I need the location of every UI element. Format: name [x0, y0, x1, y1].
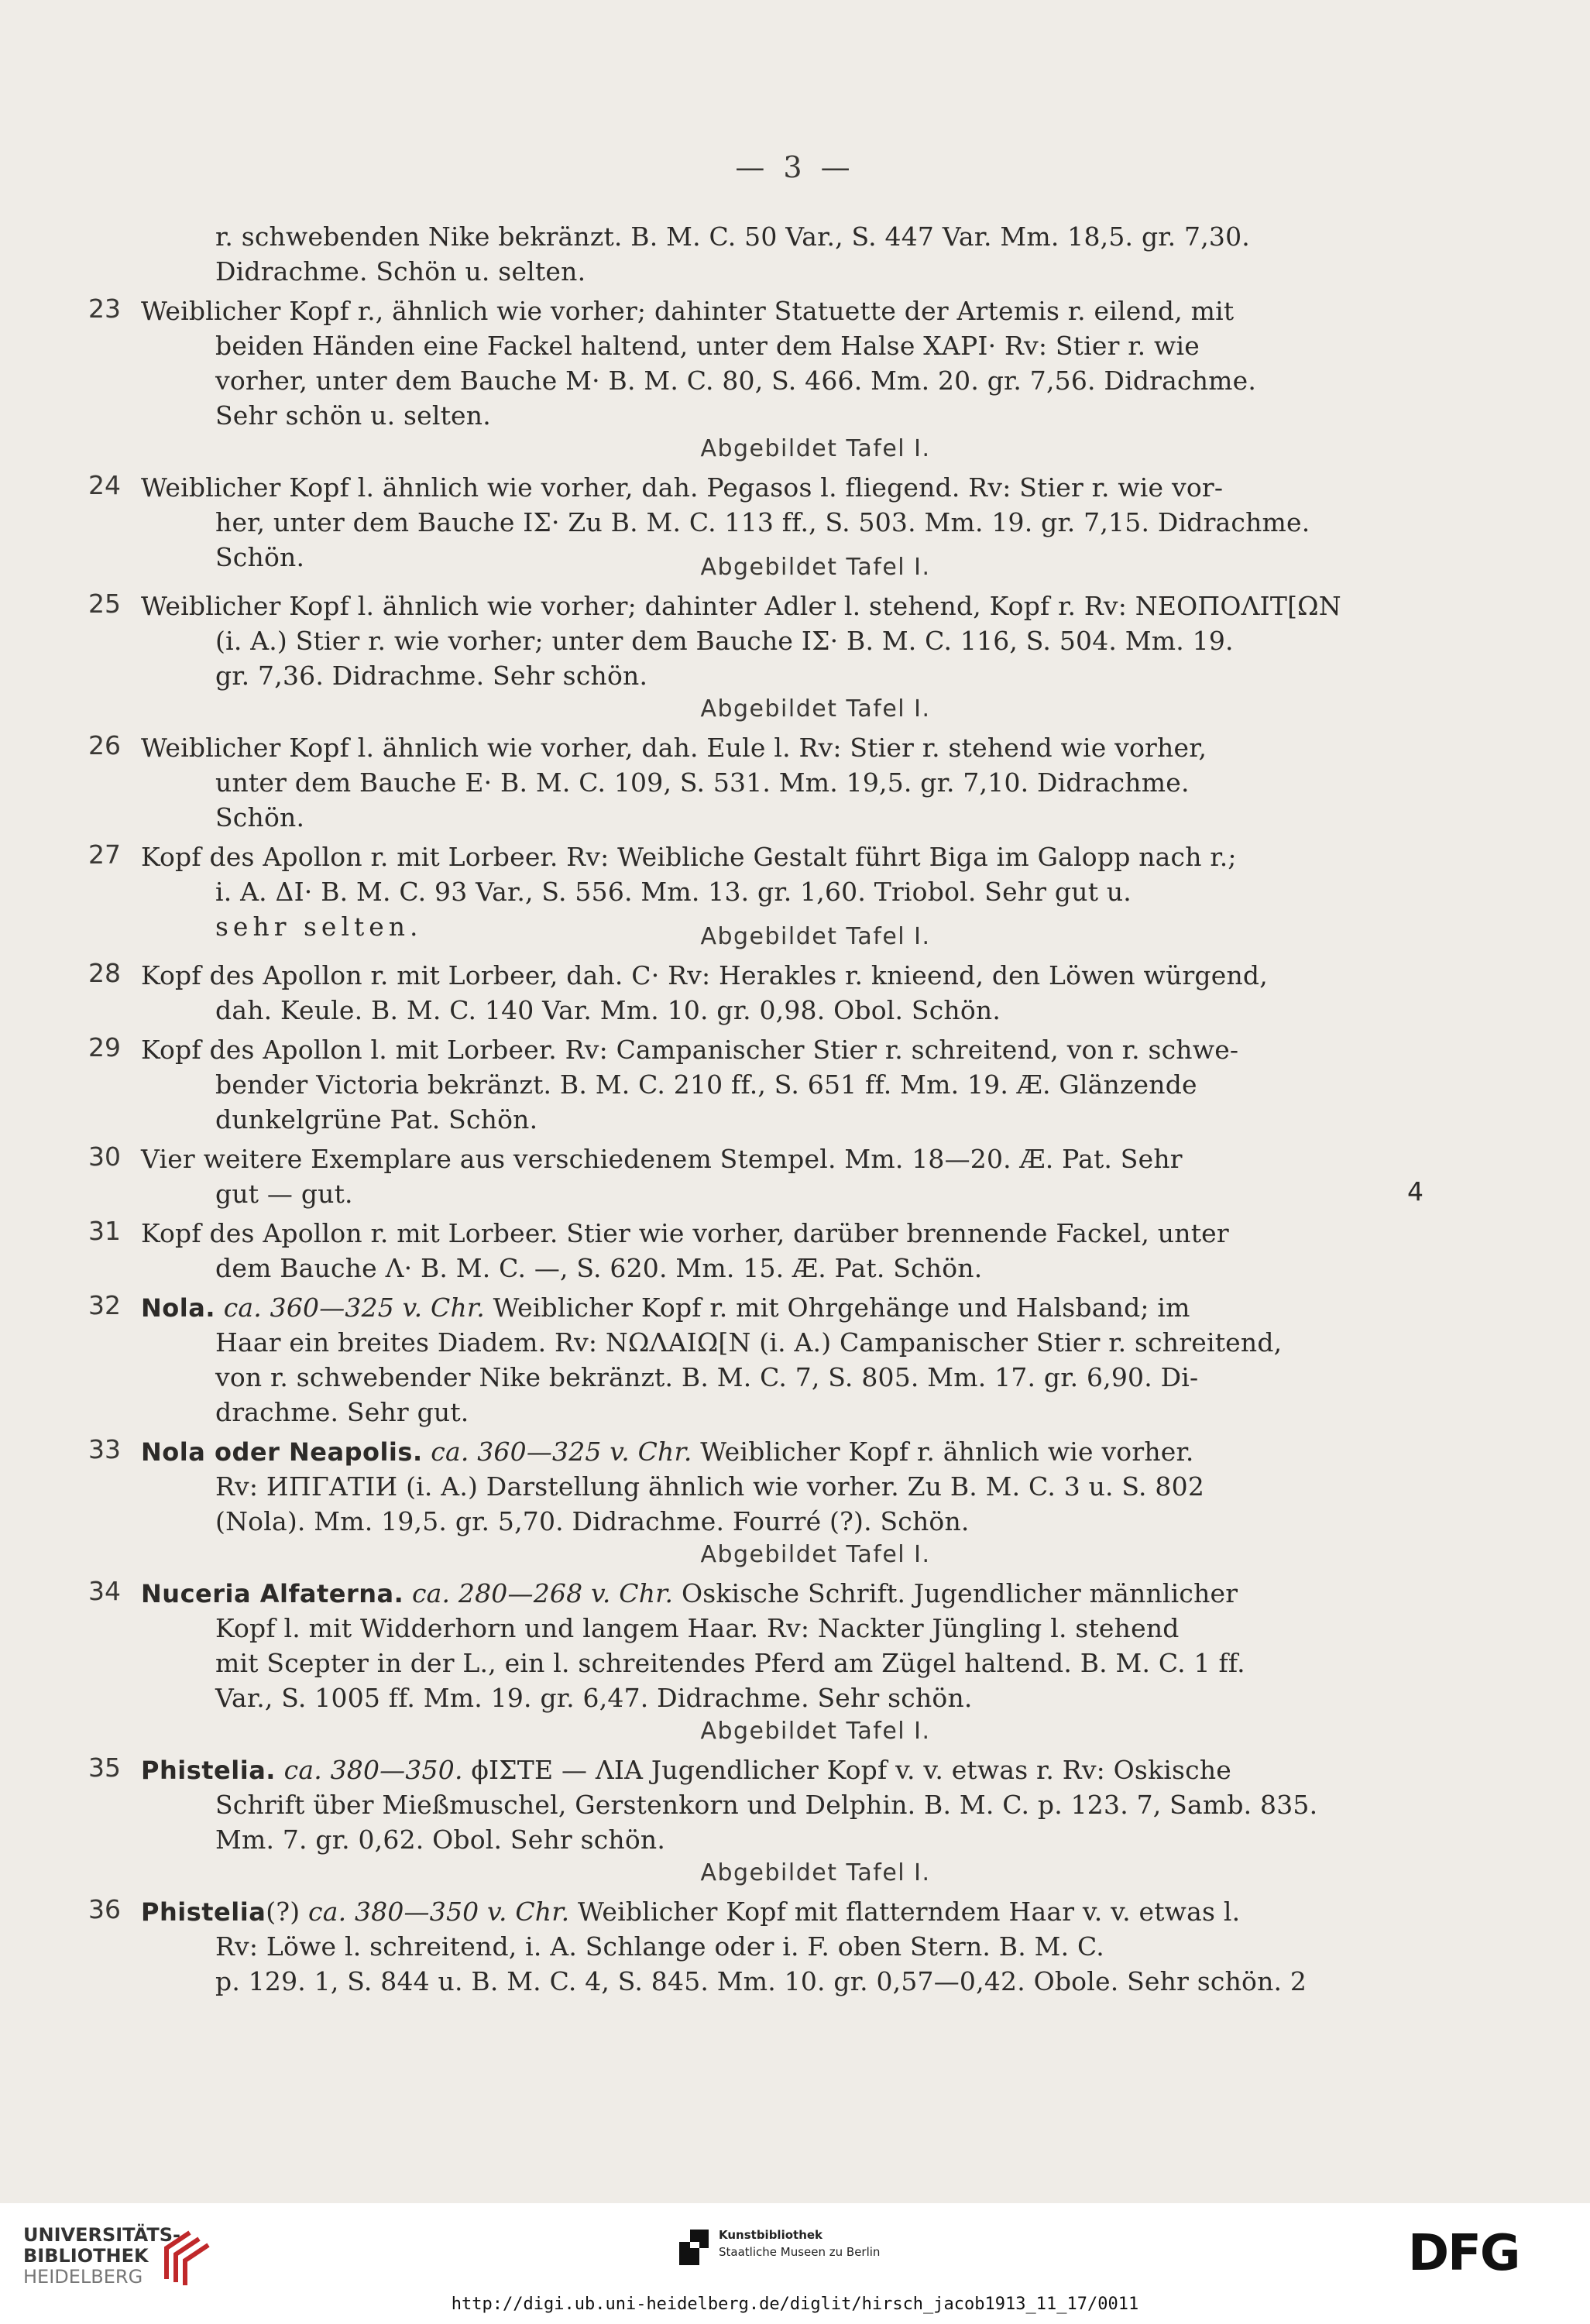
text-line: Weiblicher Kopf l. ähnlich wie vorher, dah. Pegasos l. fliegend. Rv: Stier r. wie vor- [141, 472, 1224, 503]
source-url[interactable]: http://digi.ub.uni-heidelberg.de/diglit/hirsch_jacob1913_11_17/0011 [451, 2295, 1139, 2314]
text-line: Schön. [215, 802, 305, 832]
text-line: Weiblicher Kopf l. ähnlich wie vorher; dahinter Adler l. stehend, Kopf r. Rv: ΝΕΟΠΟΛΙΤ[ΩΝ [141, 591, 1341, 621]
entry-number: 30 [88, 1141, 121, 1172]
date-range: ca. 360—325 v. Chr. [223, 1292, 485, 1323]
text-line: Rv: ИΠΓΑΤΙИ (i. A.) Darstellung ähnlich wie vorher. Zu B. M. C. 3 u. S. 802 [215, 1471, 1205, 1502]
ub-line-2: BIBLIOTHEK [23, 2245, 149, 2267]
entry-number: 31 [88, 1216, 121, 1246]
date-range: ca. 380—350. [283, 1755, 463, 1785]
text-line: Schrift über Mießmuschel, Gerstenkorn und Delphin. B. M. C. p. 123. 7, Samb. 835. [215, 1790, 1318, 1820]
text-line: gr. 7,36. Didrachme. Sehr schön. [215, 661, 648, 691]
text-line: gut — gut. [215, 1179, 353, 1209]
text-line: mit Scepter in der L., ein l. schreitendes Pferd am Zügel haltend. B. M. C. 1 ff. [215, 1648, 1245, 1678]
text-line: (Nola). Mm. 19,5. gr. 5,70. Didrachme. Fourré (?). Schön. [215, 1506, 970, 1536]
date-range: ca. 360—325 v. Chr. [431, 1437, 692, 1467]
kunstbibliothek-logo-icon [678, 2228, 710, 2267]
entry-number: 28 [88, 958, 121, 988]
text-line: Haar ein breites Diadem. Rv: ΝΩΛΑΙΩ[Ν (i. A.) Campanischer Stier r. schreitend, [215, 1327, 1283, 1358]
catalogue-entry-26 [84, 730, 1416, 835]
text-line [141, 1434, 1416, 1469]
plate-caption: Abgebildet Tafel I. [700, 923, 931, 950]
text-line: Rv: Löwe l. schreitend, i. A. Schlange oder i. F. oben Stern. B. M. C. [215, 1931, 1104, 1962]
plate-caption: Abgebildet Tafel I. [700, 554, 931, 581]
entry-number: 36 [88, 1894, 121, 1924]
entry-number: 32 [88, 1290, 121, 1320]
text-line [141, 1752, 1416, 1787]
catalogue-text [84, 219, 1423, 2003]
kb-title: Kunstbibliothek [719, 2228, 823, 2242]
catalogue-entry-32 [84, 1290, 1416, 1430]
ub-line-3: HEIDELBERG [23, 2266, 143, 2288]
text-line: unter dem Bauche Ε· B. M. C. 109, S. 531. Mm. 19,5. gr. 7,10. Didrachme. [215, 767, 1190, 798]
description: Oskische Schrift. Jugendlicher männlicher [681, 1578, 1238, 1608]
catalogue-entry-23 [84, 294, 1416, 465]
text-line: dem Bauche Λ· B. M. C. —, S. 620. Mm. 15. Æ. Pat. Schön. [215, 1253, 983, 1283]
text-line [141, 1290, 1416, 1325]
catalogue-entry-36 [84, 1894, 1416, 1999]
entry-number: 27 [88, 839, 121, 870]
plate-caption: Abgebildet Tafel I. [700, 695, 931, 723]
text-line: p. 129. 1, S. 844 u. B. M. C. 4, S. 845. Mm. 10. gr. 0,57—0,42. Obole. Sehr schön. 2 [215, 1966, 1307, 1996]
text-line: Kopf l. mit Widderhorn und langem Haar. Rv: Nackter Jüngling l. stehend [215, 1613, 1180, 1643]
description: ϕΙΣΤΕ — ΛΙΑ Jugendlicher Kopf v. v. etwas r. Rv: Oskische [471, 1755, 1232, 1785]
ub-heidelberg-logo-text[interactable] [23, 2225, 180, 2288]
text-line: Didrachme. Schön u. selten. [215, 256, 586, 287]
date-range: ca. 280—268 v. Chr. [411, 1578, 674, 1608]
text-line: Kopf des Apollon r. mit Lorbeer. Stier wie vorher, darüber brennende Fackel, unter [141, 1218, 1229, 1248]
entry-number: 34 [88, 1576, 121, 1606]
kunstbibliothek-label [719, 2226, 880, 2260]
entry-number: 29 [88, 1032, 121, 1062]
text-line: i. A. ΔΙ· B. M. C. 93 Var., S. 556. Mm. 13. gr. 1,60. Triobol. Sehr gut u. [215, 877, 1132, 907]
heading-suffix: (?) [266, 1897, 300, 1927]
dfg-logo[interactable]: DFG [1408, 2225, 1520, 2282]
text-line [141, 1894, 1416, 1929]
entry-number: 23 [88, 294, 121, 324]
plate-caption: Abgebildet Tafel I. [700, 435, 931, 462]
description: Weiblicher Kopf mit flatterndem Haar v. v. etwas l. [577, 1897, 1241, 1927]
description: Weiblicher Kopf r. ähnlich wie vorher. [700, 1437, 1194, 1467]
text-line: Kopf des Apollon l. mit Lorbeer. Rv: Campanischer Stier r. schreitend, von r. schwe- [141, 1035, 1239, 1065]
text-line: Mm. 7. gr. 0,62. Obol. Sehr schön. [215, 1825, 666, 1855]
catalogue-entry-27 [84, 839, 1416, 953]
catalogue-entry-29 [84, 1032, 1416, 1137]
text-line: Kopf des Apollon r. mit Lorbeer, dah. Ϲ· Rv: Herakles r. knieend, den Löwen würgend, [141, 960, 1268, 990]
entry-number: 33 [88, 1434, 121, 1464]
kb-subtitle: Staatliche Museen zu Berlin [719, 2245, 881, 2259]
text-line: sehr selten. [215, 911, 423, 942]
catalogue-entry-34 [84, 1576, 1416, 1748]
plate-caption: Abgebildet Tafel I. [700, 1859, 931, 1886]
text-line: dah. Keule. B. M. C. 140 Var. Mm. 10. gr. 0,98. Obol. Schön. [215, 995, 1001, 1025]
text-line: Weiblicher Kopf l. ähnlich wie vorher, dah. Eule l. Rv: Stier r. stehend wie vorher, [141, 733, 1207, 763]
place-heading: Phistelia [141, 1897, 266, 1927]
intro-continuation [84, 219, 1416, 289]
date-range: ca. 380—350 v. Chr. [308, 1897, 570, 1927]
margin-note: 4 [1407, 1176, 1423, 1207]
text-line: von r. schwebender Nike bekränzt. B. M. C. 7, S. 805. Mm. 17. gr. 6,90. Di- [215, 1362, 1199, 1392]
text-line: vorher, unter dem Bauche Μ· B. M. C. 80, S. 466. Mm. 20. gr. 7,56. Didrachme. [215, 366, 1257, 396]
plate-caption: Abgebildet Tafel I. [700, 1718, 931, 1745]
entry-number: 24 [88, 470, 121, 500]
text-line: Sehr schön u. selten. [215, 400, 491, 431]
catalogue-entry-35 [84, 1752, 1416, 1890]
entry-number: 35 [88, 1752, 121, 1783]
text-line: her, unter dem Bauche ΙΣ· Zu B. M. C. 113 ff., S. 503. Mm. 19. gr. 7,15. Didrachme. [215, 507, 1310, 537]
text-line: Var., S. 1005 ff. Mm. 19. gr. 6,47. Didrachme. Sehr schön. [215, 1683, 973, 1713]
text-line: Kopf des Apollon r. mit Lorbeer. Rv: Weibliche Gestalt führt Biga im Galopp nach r.; [141, 842, 1237, 872]
place-heading: Nola oder Neapolis. [141, 1437, 423, 1467]
catalogue-entry-28 [84, 958, 1416, 1028]
description: Weiblicher Kopf r. mit Ohrgehänge und Halsband; im [493, 1292, 1190, 1323]
plate-caption: Abgebildet Tafel I. [700, 1541, 931, 1568]
catalogue-entry-24 [84, 470, 1416, 584]
text-line: Vier weitere Exemplare aus verschiedenem Stempel. Mm. 18—20. Æ. Pat. Sehr [141, 1144, 1183, 1174]
entry-number: 26 [88, 730, 121, 760]
place-heading: Nuceria Alfaterna. [141, 1579, 404, 1608]
text-line: drachme. Sehr gut. [215, 1397, 469, 1427]
ub-line-1: UNIVERSITÄTS- [23, 2224, 181, 2246]
entry-number: 25 [88, 589, 121, 619]
text-line [141, 1576, 1416, 1611]
text-line: dunkelgrüne Pat. Schön. [215, 1104, 538, 1135]
page-number: — 3 — [735, 150, 855, 184]
text-line: beiden Händen eine Fackel haltend, unter dem Halse ΧΑΡΙ· Rv: Stier r. wie [215, 331, 1200, 361]
catalogue-entry-31 [84, 1216, 1416, 1286]
catalogue-entry-30 [84, 1141, 1423, 1211]
text-line: Schön. [215, 542, 305, 572]
ub-heidelberg-emblem-icon [159, 2225, 221, 2288]
text-line: r. schwebenden Nike bekränzt. B. M. C. 50 Var., S. 447 Var. Mm. 18,5. gr. 7,30. [215, 221, 1250, 252]
text-line: (i. A.) Stier r. wie vorher; unter dem Bauche ΙΣ· B. M. C. 116, S. 504. Mm. 19. [215, 626, 1234, 656]
catalogue-entry-33 [84, 1434, 1416, 1571]
place-heading: Phistelia. [141, 1756, 276, 1785]
place-heading: Nola. [141, 1293, 215, 1323]
text-line: Weiblicher Kopf r., ähnlich wie vorher; dahinter Statuette der Artemis r. eilend, mit [141, 296, 1235, 326]
text-line: bender Victoria bekränzt. B. M. C. 210 ff., S. 651 ff. Mm. 19. Æ. Glänzende [215, 1069, 1197, 1100]
digitization-footer [0, 2203, 1590, 2324]
catalogue-entry-25 [84, 589, 1416, 726]
